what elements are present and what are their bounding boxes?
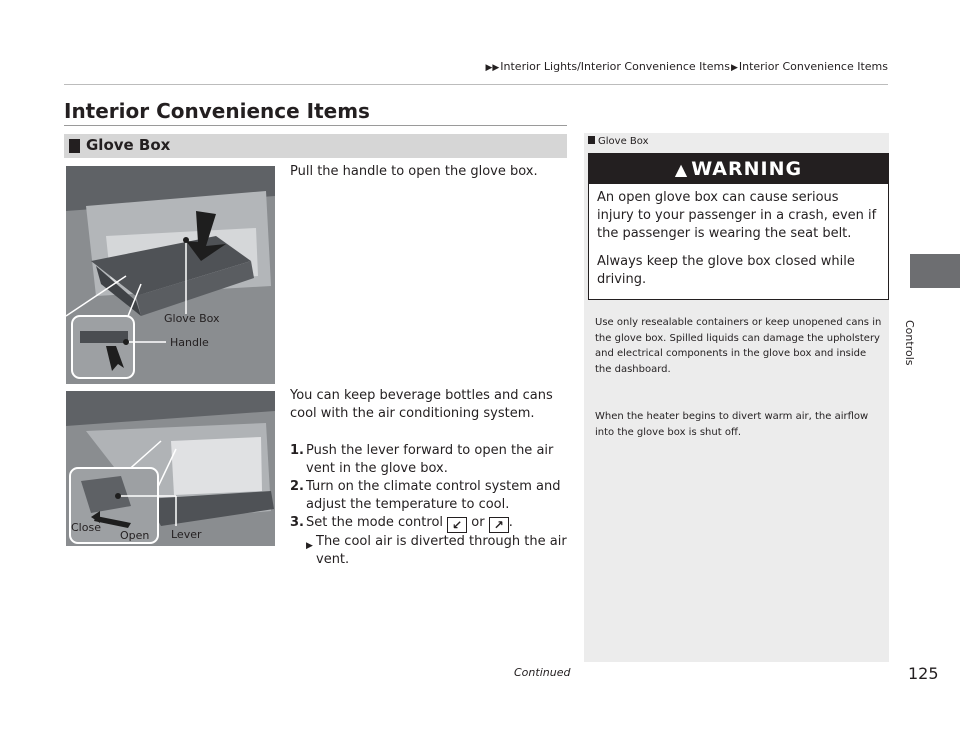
step-text: Turn on the climate control system and adjust the temperature to cool. [306, 479, 561, 512]
step-item [290, 478, 570, 514]
chapter-tab[interactable] [910, 254, 960, 288]
sidebar-heading [588, 136, 648, 147]
glove-box-callout: Glove Box [164, 312, 220, 325]
reference-flag-icon [588, 136, 595, 144]
breadcrumb-item[interactable]: Interior Convenience Items [738, 60, 888, 73]
page-title: Interior Convenience Items [64, 99, 370, 123]
step-item [290, 514, 570, 533]
open-callout: Open [120, 529, 150, 542]
beverage-text: You can keep beverage bottles and cans cool with the air conditioning system. [290, 388, 553, 421]
intro-text: Pull the handle to open the glove box. [290, 164, 538, 179]
glove-box-illustration [66, 166, 275, 384]
page-number: 125 [908, 664, 939, 683]
result-arrow-icon: ▶ [306, 541, 313, 551]
warning-header [589, 154, 888, 184]
step-number: 3. [290, 515, 304, 530]
step-number: 1. [290, 443, 304, 458]
step-text: Push the lever forward to open the air vent in the glove box. [306, 443, 554, 476]
mode-floor-defrost-icon: ↗ [489, 517, 509, 533]
lever-callout: Lever [171, 528, 202, 541]
breadcrumb-arrow-icon: ▶ [730, 63, 738, 73]
step-number: 2. [290, 479, 304, 494]
title-rule [64, 125, 567, 126]
warning-triangle-icon: ▲ [674, 160, 689, 179]
sidebar-heading-text: Glove Box [598, 136, 649, 147]
lever-figure [66, 391, 275, 546]
warning-text: Always keep the glove box closed while driving. [597, 254, 855, 287]
warning-body [589, 184, 888, 289]
mode-floor-icon: ↙ [447, 517, 467, 533]
step-item [290, 442, 570, 478]
breadcrumb [484, 60, 888, 73]
sub-step [290, 533, 570, 569]
step-text-or: or [471, 515, 485, 530]
sidebar-note: When the heater begins to divert warm air, the airflow into the glove box is shut off. [595, 411, 869, 438]
header-rule [64, 84, 888, 85]
handle-callout: Handle [170, 336, 209, 349]
breadcrumb-arrow-icon: ▶▶ [485, 63, 500, 73]
sidebar-note: Use only resealable containers or keep unopened cans in the glove box. Spilled liquids can damage the upholstery and electrical components in the glove box and inside the dashboard. [595, 317, 882, 375]
step-text: Set the mode control [306, 515, 444, 530]
section-title: Glove Box [86, 136, 171, 154]
chapter-tab-label: Controls [903, 320, 916, 366]
steps-list [290, 442, 570, 569]
step-text-end: . [508, 515, 513, 530]
close-callout: Close [71, 521, 101, 534]
section-header [64, 134, 567, 158]
glove-box-figure [66, 166, 275, 384]
warning-title: WARNING [691, 158, 803, 180]
sub-step-text: The cool air is diverted through the air vent. [316, 534, 567, 567]
warning-text: An open glove box can cause serious injury to your passenger in a crash, even if the passenger is wearing the seat belt. [597, 190, 877, 241]
section-marker-icon [69, 139, 80, 153]
breadcrumb-item[interactable]: Interior Lights/Interior Convenience Items [500, 60, 730, 73]
warning-box [588, 153, 889, 300]
continued-label: Continued [514, 666, 571, 679]
